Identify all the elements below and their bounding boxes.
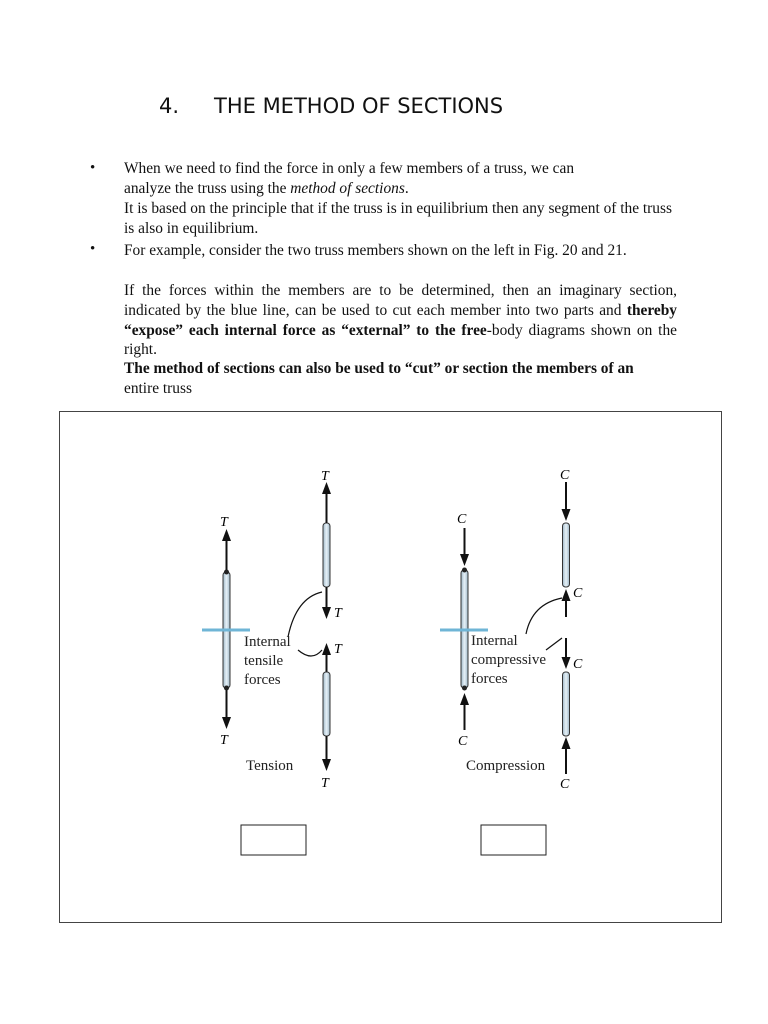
tension-lower-segment [323,672,330,736]
intro-line-2a: analyze the truss using the [124,179,291,197]
compression-upper-label-bottom: C [573,586,583,601]
paragraph-example: For example, consider the two truss members shown on the left in Fig. 20 and 21. [124,242,627,259]
tension-top-arrowhead-icon [222,529,231,541]
compression-bottom-arrowhead-icon [460,693,469,705]
compression-figure-number-box [481,825,546,855]
compression-annotation-line-3: forces [471,671,508,687]
truss-members-figure [60,412,723,924]
tension-upper-label-bottom: T [334,606,342,621]
intro-line-2b: . [404,179,409,197]
compression-lower-label-top: C [573,657,583,672]
paragraph-section-explanation [124,281,677,360]
tension-diagram [202,469,343,855]
compression-annotation-line-2: compressive [471,652,546,668]
compression-lower-segment [563,672,570,736]
compression-lower-bottom-arrowhead-icon [562,737,571,749]
compression-caption: Compression [466,758,546,774]
compression-annotation-line-1: Internal [471,633,518,649]
explanation-tail: -body diagrams shown on the right. [124,321,677,359]
section-number: 4. [159,94,180,118]
tension-label-top: T [220,515,228,530]
tension-lower-label-top: T [334,642,342,657]
bullet-marker: • [90,241,96,257]
intro-line-1: When we need to find the force in only a few members of a truss, we can [124,160,575,177]
tension-annotation-line-2: tensile [244,653,284,669]
tension-label-bottom: T [220,733,228,748]
compression-diagram [440,468,583,855]
tension-lower-bottom-arrowhead-icon [322,759,331,771]
tension-joint-bottom [224,686,229,691]
explanation-text: If the forces within the members are to be determined, then an imaginary section, indicated by the blue line, can be used to cut each member into two parts and [124,282,677,319]
tension-upper-segment [323,523,330,587]
compression-top-arrowhead-icon [460,554,469,566]
tension-figure-number-box [241,825,306,855]
paragraph-entire-truss [124,359,677,399]
section-title: THE METHOD OF SECTIONS [214,94,504,118]
bullet-marker: • [90,160,96,176]
tension-annotation-line-3: forces [244,672,281,688]
section-heading [159,94,503,118]
tension-annotation-line-1: Internal [244,634,291,650]
compression-label-top: C [457,512,467,527]
tension-upper-bottom-arrowhead-icon [322,607,331,619]
paragraph-intro [124,159,677,199]
tension-caption: Tension [246,758,294,774]
tension-lower-label-bottom: T [321,776,329,791]
tension-upper-label-top: T [321,469,329,484]
entire-truss-tail: entire truss [124,379,192,397]
compression-lower-label-bottom: C [560,777,570,792]
tension-bottom-arrowhead-icon [222,717,231,729]
entire-truss-bold: The method of sections can also be used to “cut” or section the members of an [124,360,634,377]
compression-upper-bottom-arrowhead-icon [562,589,571,601]
compression-upper-segment [563,523,570,587]
paragraph-principle: It is based on the principle that if the truss is in equilibrium then any segment of the truss is also in equilibrium. [124,200,672,237]
tension-leader-upper [288,592,322,637]
tension-joint-top [224,570,229,575]
tension-leader-lower [298,650,322,656]
compression-upper-top-arrowhead-icon [562,509,571,521]
compression-leader-lower [546,638,562,650]
compression-joint-top [462,568,467,573]
tension-lower-top-arrowhead-icon [322,643,331,655]
method-of-sections-emphasis: method of sections [290,179,405,197]
compression-label-bottom: C [458,734,468,749]
compression-joint-bottom [462,686,467,691]
compression-upper-label-top: C [560,468,570,483]
compression-lower-top-arrowhead-icon [562,657,571,669]
figure-frame [59,411,722,923]
compression-leader-upper [526,598,562,634]
explanation-bold: thereby “expose” each internal force as “external” to the free [124,301,677,339]
